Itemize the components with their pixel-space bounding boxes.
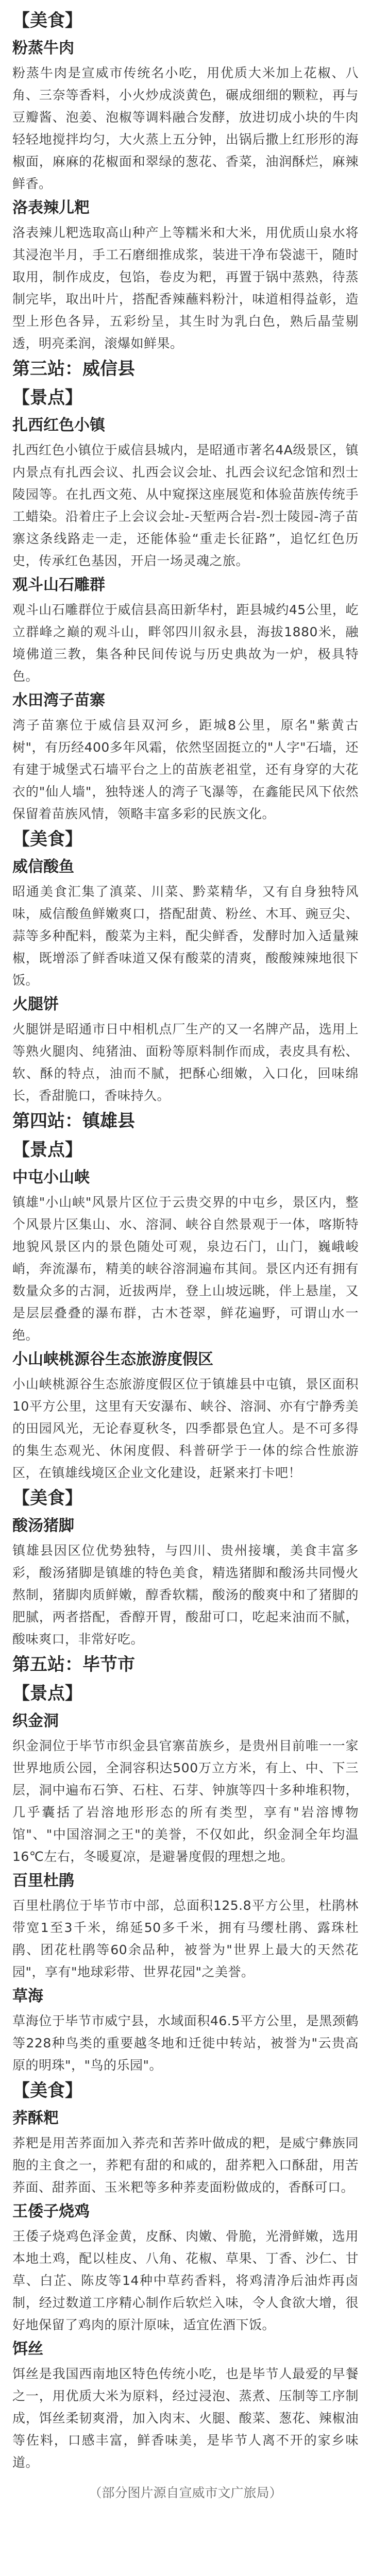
item-heading: 水田湾子苗寨 <box>12 691 105 709</box>
category-tag: 【景点】 <box>12 387 82 408</box>
category-tag: 【景点】 <box>12 1683 82 1704</box>
paragraph: 火腿饼是昭通市日中相机点厂生产的又一名牌产品，选用上等熟火腿肉、纯猪油、面粉等原料制作而成，表皮具有松、软、酥的特点，油而不腻，把酥心细嫩，入口化，回味绵长，香甜脆口，香味持久。 <box>12 1022 359 1103</box>
item-heading: 荞酥粑 <box>12 2109 59 2127</box>
image-credit-footer: （部分图片源自宣威市文广旅局） <box>89 2485 282 2500</box>
item-heading: 威信酸鱼 <box>12 858 74 876</box>
paragraph: 湾子苗寨位于威信县双河乡，距城8公里，原名"紫黄古树"，有历经400多年风霜，依然坚固挺立的"人字"石墙，还有建于城堡式石墙平台之上的苗族老祖堂，还有身穿的大花衣的"仙人墙"，独特迷人的湾子飞瀑等，在鑫能民风下依然保留着苗族风情，领略丰富多彩的民族文化。 <box>12 718 359 821</box>
item-heading: 粉蒸牛肉 <box>12 39 74 57</box>
item-heading: 酸汤猪脚 <box>12 1517 74 1535</box>
category-tag: 【美食】 <box>12 10 82 31</box>
item-heading: 观斗山石雕群 <box>12 576 105 594</box>
item-heading: 饵丝 <box>12 2340 43 2358</box>
paragraph: 草海位于毕节市威宁县，水域面积46.5平方公里，是黑颈鹤等228种鸟类的重要越冬地和迁徙中转站，被誉为"云贵高原的明珠"，"鸟的乐园"。 <box>12 2013 359 2073</box>
paragraph: 饵丝是我国西南地区特色传统小吃，也是毕节人最爱的早餐之一，用优质大米为原料，经过浸泡、蒸煮、压制等工序制成，饵丝柔韧爽滑，加入肉末、火腿、酸菜、葱花、辣椒油等佐料，口感丰富，鲜香味美，是毕节人离不开的家乡味道。 <box>12 2366 359 2470</box>
paragraph: 织金洞位于毕节市织金县官寨苗族乡，是贵州目前唯一一家世界地质公园，全洞容积达500万立方米，有上、中、下三层，洞中遍布石笋、石柱、石芽、钟旗等四十多种堆积物，几乎囊括了岩溶地形形态的所有类型，享有"岩溶博物馆"、"中国溶洞之王"的美誉，不仅如此，织金洞全年均温16℃左右，冬暖夏凉，是避暑度假的理想之地。 <box>12 1738 359 1864</box>
paragraph: 荞粑是用苦荞面加入荞壳和苦荞叶做成的粑，是威宁彝族同胞的主食之一，荞粑有甜的和咸的，甜荞粑入口酥甜，用苦荞面、甜荞面、玉米粑等多种荞麦面粉做成的，香酥可口。 <box>12 2136 359 2195</box>
paragraph: 镇雄"小山峡"风景片区位于云贵交界的中屯乡，景区内，整个风景片区集山、水、溶洞、峡谷自然景观于一体，喀斯特地貌风景区内的景色随处可观，泉边石门，山门，巍峨峻峭，奔流瀑布，精美的峡谷溶洞遍布其间。景区内还有拥有数量众多的古洞，近拔两岸，登上山坡远眺，伴上悬崖，又是层层叠叠的瀑布群，古木苍翠，鲜花遍野，可谓山水一绝。 <box>12 1195 359 1343</box>
item-heading: 中屯小山峡 <box>12 1168 90 1187</box>
paragraph: 昭通美食汇集了滇菜、川菜、黔菜精华，又有自身独特风味，威信酸鱼鲜嫩爽口，搭配甜黄、粉丝、木耳、豌豆尖、蒜等多种配料，酸菜为主料，配尖鲜香，发酵时加入适量辣椒，既增添了鲜香味道又保有酸菜的清爽，酸酸辣辣地很下饭。 <box>12 884 359 988</box>
item-heading: 织金洞 <box>12 1712 59 1730</box>
category-tag: 【美食】 <box>12 1488 82 1509</box>
category-tag: 【美食】 <box>12 829 82 850</box>
item-heading: 火腿饼 <box>12 995 59 1013</box>
paragraph: 镇雄县因区位优势独特，与四川、贵州接壤，美食丰富多彩，酸汤猪脚是镇雄的特色美食，精选猪脚和酸汤共同慢火熬制，猪脚肉质鲜嫩，醇香软糯，酸汤的酸爽中和了猪脚的肥腻，两者搭配，香醇开胃，酸甜可口，吃起来油而不腻，酸味爽口，非常好吃。 <box>12 1543 359 1647</box>
item-heading: 草海 <box>12 1987 43 2005</box>
category-tag: 【美食】 <box>12 2080 82 2101</box>
paragraph: 百里杜鹃位于毕节市中部，总面积125.8平方公里，杜鹃林带宽1至3千米，绵延50多千米，拥有马缨杜鹃、露珠杜鹃、团花杜鹃等60余品种，被誉为"世界上最大的天然花园"，享有"地球彩带、世界花园"之美誉。 <box>12 1898 359 1979</box>
item-heading: 百里杜鹃 <box>12 1872 74 1890</box>
item-heading: 王倭子烧鸡 <box>12 2202 90 2221</box>
item-heading: 小山峡桃源谷生态旅游度假区 <box>12 1350 213 1368</box>
section-heading: 第三站：威信县 <box>12 359 135 379</box>
paragraph: 小山峡桃源谷生态旅游度假区位于镇雄县中屯镇，景区面积10平方公里，这里有天安瀑布、峡谷、溶洞、亦有宁静秀美的田园风光，无论春夏秋冬，四季都景色宜人。是不可多得的集生态观光、休闲度假、科普研学于一体的综合性旅游区，在镇雄线境区企业文化建设，赶紧来打卡吧！ <box>12 1377 359 1480</box>
paragraph: 观斗山石雕群位于威信县高田新华村，距县城约45公里，屹立群峰之巅的观斗山，畔邻四川叙永县，海拔1880米，融境佛道三教，集各种民间传说与历史典故为一炉，极具特色。 <box>12 602 359 684</box>
paragraph: 王倭子烧鸡色泽金黄，皮酥、肉嫩、骨脆，光滑鲜嫩，选用本地土鸡，配以桂皮、八角、花椒、草果、丁香、沙仁、甘草、白芷、陈皮等14种中草药香料，将鸡清净后油炸再卤制，经过数道工序精心制作后软烂入味，令人食欲大增，很好地保留了鸡肉的原汁原味，适宜佐酒下饭。 <box>12 2229 359 2332</box>
section-heading: 第五站：毕节市 <box>12 1654 135 1675</box>
paragraph: 扎西红色小镇位于威信县城内，是昭通市著名4A级景区，镇内景点有扎西会议、扎西会议会址、扎西会议纪念馆和烈士陵园等。在扎西文苑、从中窥探这座展览和体验苗族传统手工蜡染。沿着庄子上会议会址-天堑两合岩-烈士陵园-湾子苗寨这条线路走一走，还能体验“重走长征路”，追忆红色历史，传承红色基因，开启一场灵魂之旅。 <box>12 443 359 568</box>
category-tag: 【景点】 <box>12 1140 82 1160</box>
section-heading: 第四站：镇雄县 <box>12 1111 135 1131</box>
item-heading: 洛表辣儿粑 <box>12 199 90 217</box>
paragraph: 洛表辣儿粑选取高山种产上等糯米和大米，用优质山泉水将其浸泡半月，手工石磨细推成浆，装进干净布袋滤干，随时取用，制作成皮，包馅，卷皮为粑，再置于锅中蒸熟，待蒸制完毕，取出叶片，搭配香辣蘸料粉汁，味道相得益彰，造型上形色各异，五彩纷呈，其生时为乳白色，熟后晶莹剔透，明亮柔润，滚爆如鲜果。 <box>12 225 359 351</box>
paragraph: 粉蒸牛肉是宣威市传统名小吃，用优质大米加上花椒、八角、三奈等香料，小火炒成淡黄色，碾成细细的颗粒，再与豆瓣酱、泡姜、泡椒等调料融合发酵，放进切成小块的牛肉轻轻地搅拌均匀，大火蒸上五分钟，出锅后撒上红形形的海椒面，麻麻的花椒面和翠绿的葱花、香菜，油润酥烂，麻辣鲜香。 <box>12 65 359 191</box>
item-heading: 扎西红色小镇 <box>12 416 105 434</box>
